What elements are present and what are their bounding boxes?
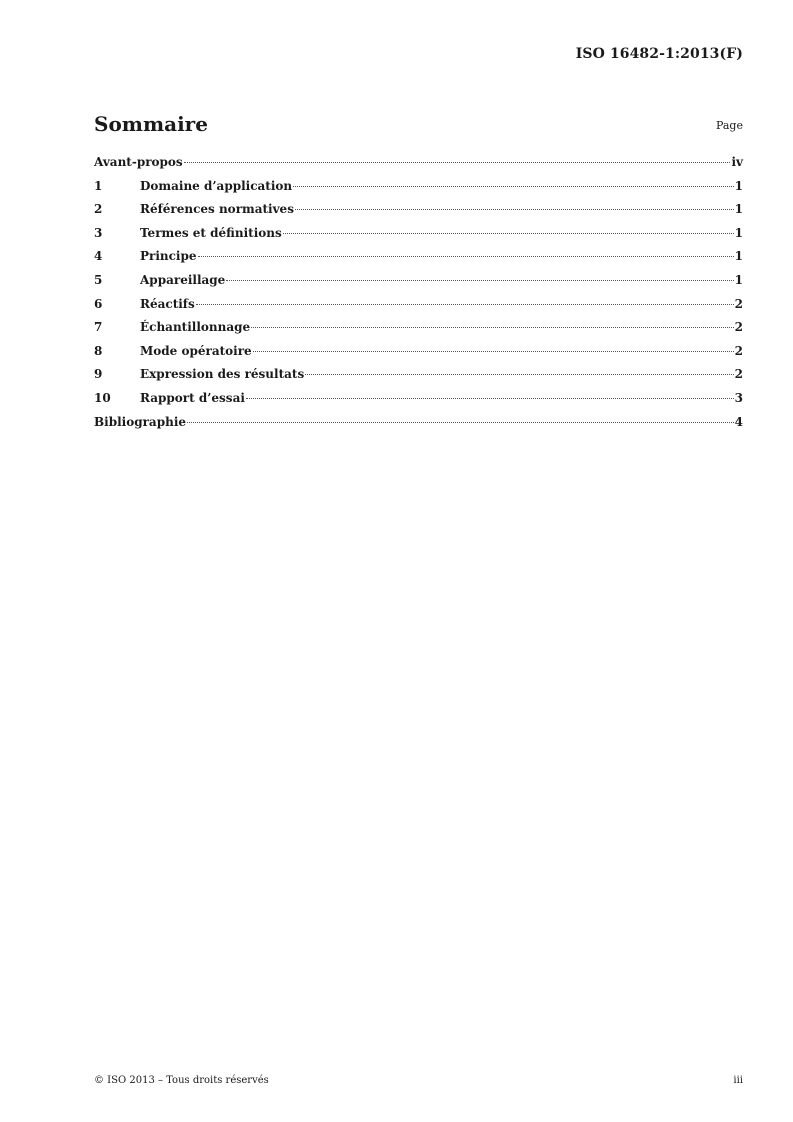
toc-entry-number: 1: [94, 178, 103, 193]
toc-entry-page: 1: [734, 272, 743, 287]
toc-entry-label: Échantillonnage: [140, 320, 251, 335]
toc-entry-8[interactable]: [94, 344, 743, 368]
toc-entry-label: Expression des résultats: [140, 367, 305, 382]
toc-entry-1[interactable]: [94, 179, 743, 203]
toc-entry-2[interactable]: [94, 202, 743, 226]
dot-leader: [184, 162, 731, 163]
toc-entry-number: 7: [94, 320, 103, 335]
toc-entry-page: 4: [734, 414, 743, 429]
toc-entry-label: Avant-propos: [94, 155, 183, 169]
toc-entry-page: 2: [734, 320, 743, 335]
dot-leader: [295, 209, 734, 210]
toc-entry-label: Termes et définitions: [140, 225, 282, 240]
dot-leader: [293, 186, 734, 187]
toc-entry-label: Principe: [140, 249, 197, 264]
toc-title: Sommaire: [94, 112, 208, 136]
toc-entry-number: 5: [94, 272, 103, 287]
toc-entry-label: Bibliographie: [94, 414, 187, 429]
dot-leader: [251, 327, 733, 328]
toc-entry-avant-propos[interactable]: [94, 155, 743, 179]
toc-entry-page: 1: [734, 249, 743, 264]
toc-entry-label: Domaine d’application: [140, 178, 293, 193]
dot-leader: [198, 256, 734, 257]
toc-entry-bibliographie[interactable]: [94, 415, 743, 439]
toc-entry-label: Appareillage: [140, 272, 226, 287]
toc-entry-label: Réactifs: [140, 296, 195, 311]
toc-entry-page: 1: [734, 225, 743, 240]
toc-entry-page: 2: [734, 367, 743, 382]
toc-entry-page: 2: [734, 343, 743, 358]
page-number: iii: [733, 1075, 743, 1086]
toc-entry-label: Mode opératoire: [140, 343, 252, 358]
dot-leader: [246, 398, 734, 399]
toc-entry-page: 3: [734, 390, 743, 405]
toc-entry-3[interactable]: [94, 226, 743, 250]
toc-entry-7[interactable]: [94, 320, 743, 344]
toc-entry-number: 4: [94, 249, 103, 264]
toc-entry-4[interactable]: [94, 249, 743, 273]
toc-entry-5[interactable]: [94, 273, 743, 297]
dot-leader: [253, 351, 734, 352]
toc-entry-number: 10: [94, 390, 111, 405]
copyright-notice: © ISO 2013 – Tous droits réservés: [94, 1075, 269, 1086]
toc-list: [94, 155, 743, 438]
toc-entry-10[interactable]: [94, 391, 743, 415]
toc-entry-number: 6: [94, 296, 103, 311]
toc-entry-page: 1: [734, 202, 743, 217]
document-identifier: ISO 16482-1:2013(F): [575, 46, 743, 62]
toc-entry-number: 8: [94, 343, 103, 358]
dot-leader: [187, 422, 734, 423]
dot-leader: [283, 233, 734, 234]
toc-entry-page: iv: [731, 155, 743, 169]
toc-entry-label: Références normatives: [140, 202, 294, 217]
dot-leader: [226, 280, 733, 281]
toc-entry-number: 3: [94, 225, 103, 240]
toc-entry-number: 2: [94, 202, 103, 217]
dot-leader: [305, 374, 733, 375]
toc-entry-page: 1: [734, 178, 743, 193]
toc-entry-label: Rapport d’essai: [140, 390, 245, 405]
dot-leader: [196, 304, 734, 305]
page-column-label: Page: [715, 119, 743, 132]
toc-entry-number: 9: [94, 367, 103, 382]
toc-entry-6[interactable]: [94, 297, 743, 321]
toc-entry-page: 2: [734, 296, 743, 311]
toc-entry-9[interactable]: [94, 367, 743, 391]
